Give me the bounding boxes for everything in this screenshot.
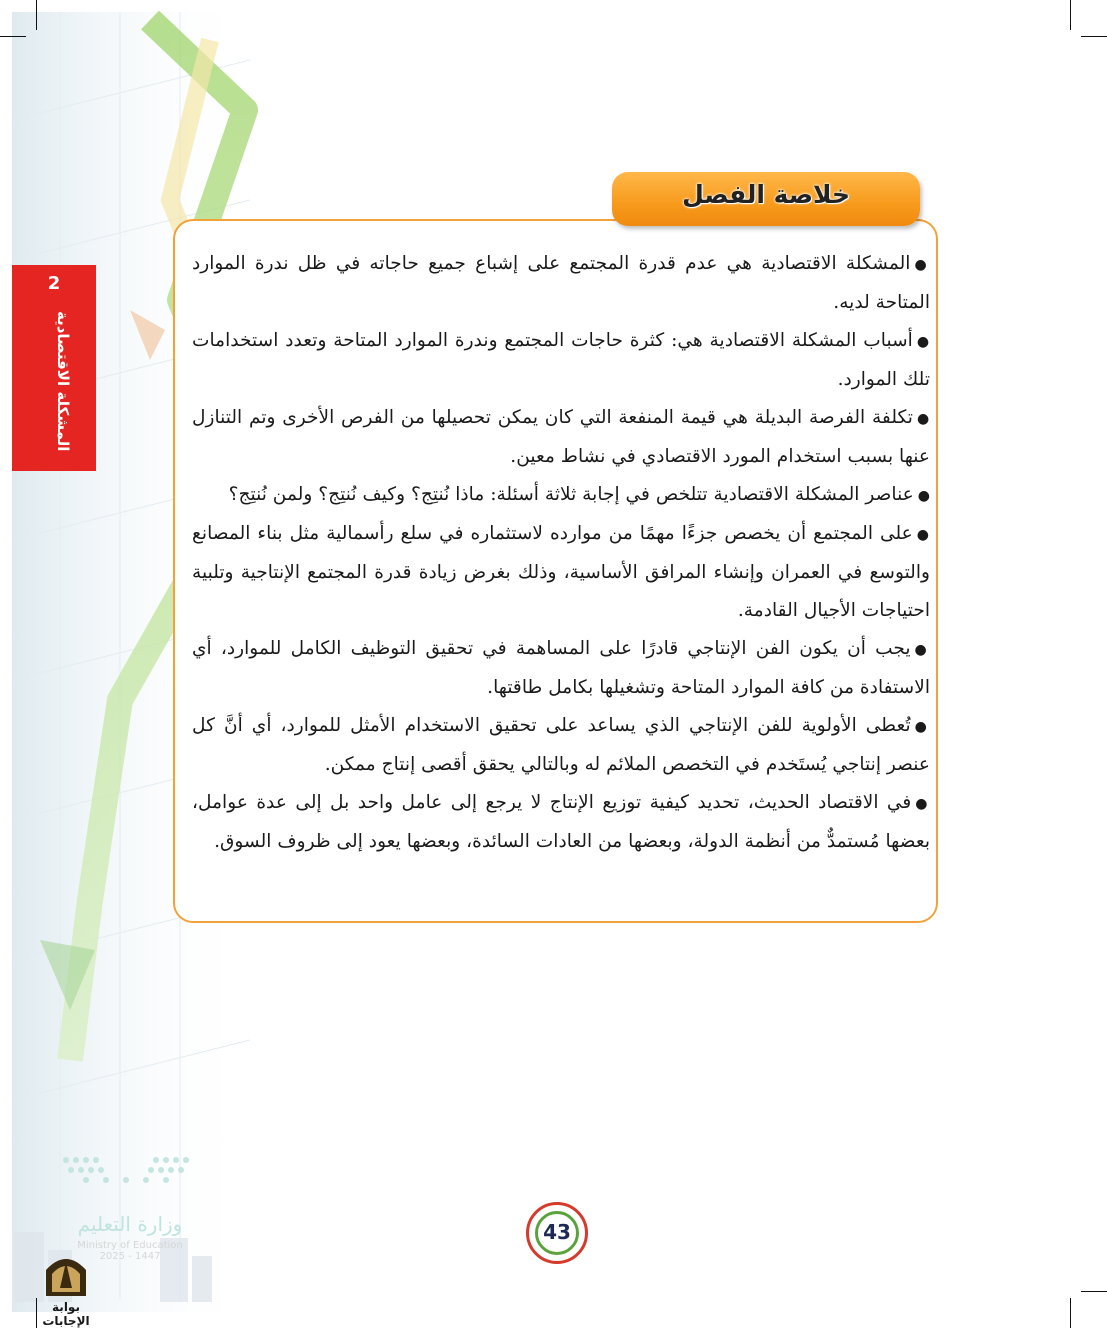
chapter-title: المشكلة الاقتصادية [54, 310, 72, 452]
summary-content [192, 245, 930, 861]
ministry-watermark: وزارة التعليم [77, 1212, 183, 1236]
section-title: خلاصة الفصل [682, 180, 850, 209]
ministry-watermark-en: Ministry of Education 2025 - 1447 [77, 1240, 183, 1262]
bullet-icon: ● [914, 257, 930, 273]
crop-mark [1070, 0, 1071, 30]
chapter-number: 2 [47, 273, 61, 294]
page-number: 43 [543, 1220, 571, 1244]
bullet-icon: ● [915, 796, 930, 812]
page-number-badge [526, 1202, 588, 1264]
section-header [612, 172, 920, 226]
summary-item: ●يجب أن يكون الفن الإنتاجي قادرًا على المساهمة في تحقيق التوظيف الكامل للموارد، أي الاستفادة من كافة الموارد المتاحة وتشغيلها بكامل طاقتها. [192, 638, 931, 698]
bullet-icon: ● [914, 719, 930, 735]
crop-mark [1081, 36, 1107, 37]
summary-item: ●عناصر المشكلة الاقتصادية تتلخص في إجابة ثلاثة أسئلة: ماذا نُنتِج؟ وكيف نُنتِج؟ ولمن نُنتِج؟ [228, 484, 930, 505]
summary-item: ●تُعطى الأولوية للفن الإنتاجي الذي يساعد على تحقيق الاستخدام الأمثل للموارد، أي أنَّ كل عنصر إنتاجي يُستَخدم في التخصص الملائم له وبالتالي يحقق أقصى إنتاج ممكن. [192, 715, 930, 775]
portal-logo-icon [46, 1259, 86, 1296]
crop-mark [36, 0, 37, 30]
chapter-side-tab [12, 265, 96, 471]
bullet-icon: ● [914, 642, 931, 658]
bullet-icon: ● [916, 527, 931, 543]
summary-item: ●المشكلة الاقتصادية هي عدم قدرة المجتمع على إشباع جميع حاجاته في ظل ندرة الموارد المتاحة لديه. [192, 253, 930, 313]
portal-label: بوابة الإجابات [42, 1300, 90, 1328]
summary-item: ●أسباب المشكلة الاقتصادية هي: كثرة حاجات المجتمع وندرة الموارد المتاحة وتعدد استخدامات تلك الموارد. [192, 330, 931, 390]
crop-mark [0, 36, 26, 37]
crop-mark [1070, 1298, 1071, 1328]
summary-item: ●على المجتمع أن يخصص جزءًا مهمًا من موارده لاستثماره في سلع رأسمالية مثل بناء المصانع والتوسع في العمران وإنشاء المرافق الأساسية، وذلك بغرض زيادة قدرة المجتمع الإنتاجية وتلبية احتياجات الأجيال القادمة. [192, 523, 931, 621]
summary-item: ●في الاقتصاد الحديث، تحديد كيفية توزيع الإنتاج لا يرجع إلى عامل واحد بل إلى عدة عوامل، بعضها مُستمدٌّ من أنظمة الدولة، وبعضها من العادات السائدة، وبعضها يعود إلى ظروف السوق. [192, 792, 930, 852]
bullet-icon: ● [916, 334, 931, 350]
crop-mark [1081, 1291, 1107, 1292]
bullet-icon: ● [916, 411, 930, 427]
summary-item: ●تكلفة الفرصة البديلة هي قيمة المنفعة التي كان يمكن تحصيلها من الفرص الأخرى وتم التنازل عنها بسبب استخدام المورد الاقتصادي في نشاط معين. [192, 407, 930, 467]
bullet-icon: ● [917, 488, 930, 504]
